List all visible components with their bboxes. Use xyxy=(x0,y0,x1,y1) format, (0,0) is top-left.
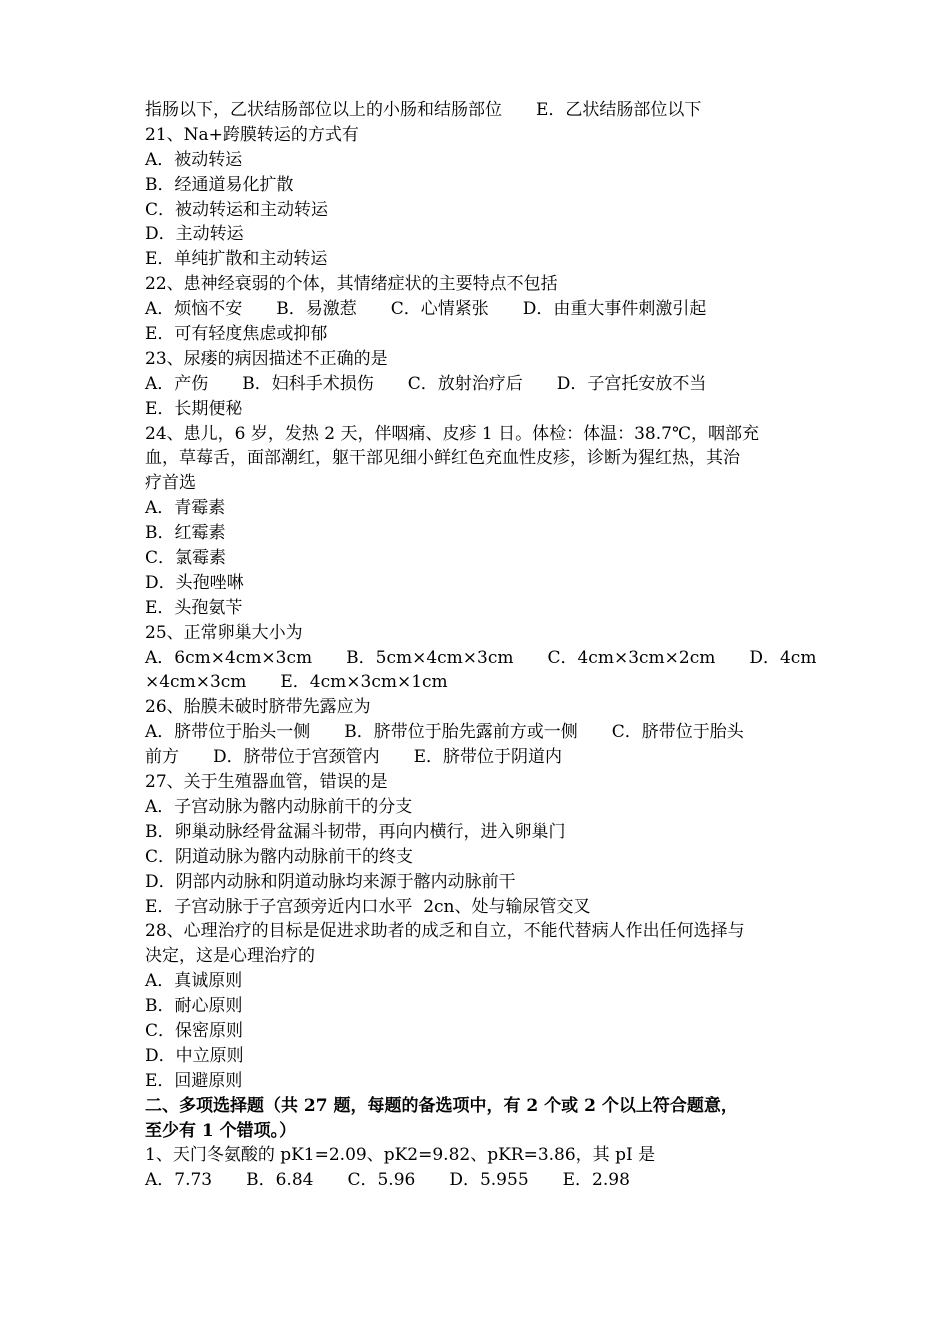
option-line: C．阴道动脉为髂内动脉前干的终支 xyxy=(145,846,414,867)
option-line: A．7.73 B．6.84 C．5.96 D．5.955 E．2.98 xyxy=(145,1170,630,1191)
option-line: E．头孢氨苄 xyxy=(145,597,243,618)
option-line: C．氯霉素 xyxy=(145,548,227,569)
option-line: C．保密原则 xyxy=(145,1020,244,1041)
question-line: 23、尿瘘的病因描述不正确的是 xyxy=(145,348,388,369)
question-line: 26、胎膜未破时脐带先露应为 xyxy=(145,697,371,718)
option-line: C．被动转运和主动转运 xyxy=(145,199,329,220)
option-line: B．红霉素 xyxy=(145,523,226,544)
option-line: B．耐心原则 xyxy=(145,996,243,1017)
document-page xyxy=(145,98,815,1193)
option-line: A．子宫动脉为髂内动脉前干的分支 xyxy=(145,796,413,817)
option-line: 指肠以下，乙状结肠部位以上的小肠和结肠部位 E．乙状结肠部位以下 xyxy=(145,100,702,120)
option-line: 前方 D．脐带位于宫颈管内 E．脐带位于阴道内 xyxy=(145,747,563,768)
question-line: 1、天门冬氨酸的 pK1=2.09、pK2=9.82、pKR=3.86，其 pI 是 xyxy=(145,1145,656,1166)
option-line: E．可有轻度焦虑或抑郁 xyxy=(145,324,328,345)
question-line: 22、患神经衰弱的个体，其情绪症状的主要特点不包括 xyxy=(145,274,558,295)
option-line: E．长期便秘 xyxy=(145,398,243,419)
question-line: 27、关于生殖器血管，错误的是 xyxy=(145,772,388,793)
section-heading-line: 至少有 1 个错项。） xyxy=(145,1120,297,1141)
question-line: 血，草莓舌，面部潮红，躯干部见细小鲜红色充血性皮疹，诊断为猩红热，其治 xyxy=(145,448,740,469)
option-line: A．产伤 B．妇科手术损伤 C．放射治疗后 D．子宫托安放不当 xyxy=(145,373,707,394)
question-line: 24、患儿，6 岁，发热 2 天，伴咽痛、皮疹 1 日。体检：体温：38.7℃，咽部充 xyxy=(145,423,759,444)
section-heading-line: 二、多项选择题（共 27 题，每题的备选项中，有 2 个或 2 个以上符合题意， xyxy=(145,1095,738,1116)
option-line: A．脐带位于胎头一侧 B．脐带位于胎先露前方或一侧 C．脐带位于胎头 xyxy=(145,722,744,743)
option-line: A．烦恼不安 B．易激惹 C．心情紧张 D．由重大事件刺激引起 xyxy=(145,299,707,320)
option-line: E．单纯扩散和主动转运 xyxy=(145,249,328,270)
option-line: D．阴部内动脉和阴道动脉均来源于髂内动脉前干 xyxy=(145,871,516,892)
option-line: D．中立原则 xyxy=(145,1045,244,1066)
option-line: A．6cm×4cm×3cm B．5cm×4cm×3cm C．4cm×3cm×2cm D．4cm xyxy=(145,647,817,668)
option-line: ×4cm×3cm E．4cm×3cm×1cm xyxy=(145,672,448,693)
option-line: E．回避原则 xyxy=(145,1070,243,1091)
option-line: D．头孢唑啉 xyxy=(145,572,244,593)
option-line: D．主动转运 xyxy=(145,224,244,245)
question-line: 25、正常卵巢大小为 xyxy=(145,622,303,643)
question-line: 28、心理治疗的目标是促进求助者的成乏和自立，不能代替病人作出任何选择与 xyxy=(145,921,745,942)
option-line: B．经通道易化扩散 xyxy=(145,174,294,195)
option-line: A．被动转运 xyxy=(145,149,243,170)
option-line: A．青霉素 xyxy=(145,498,226,519)
option-line: B．卵巢动脉经骨盆漏斗韧带，再向内横行，进入卵巢门 xyxy=(145,821,566,842)
question-line: 决定，这是心理治疗的 xyxy=(145,946,315,967)
question-line: 疗首选 xyxy=(145,473,196,494)
option-line: A．真诚原则 xyxy=(145,971,243,992)
question-line: 21、Na+跨膜转运的方式有 xyxy=(145,124,359,145)
option-line: E．子宫动脉于子宫颈旁近内口水平 2cn、处与输尿管交叉 xyxy=(145,896,591,917)
